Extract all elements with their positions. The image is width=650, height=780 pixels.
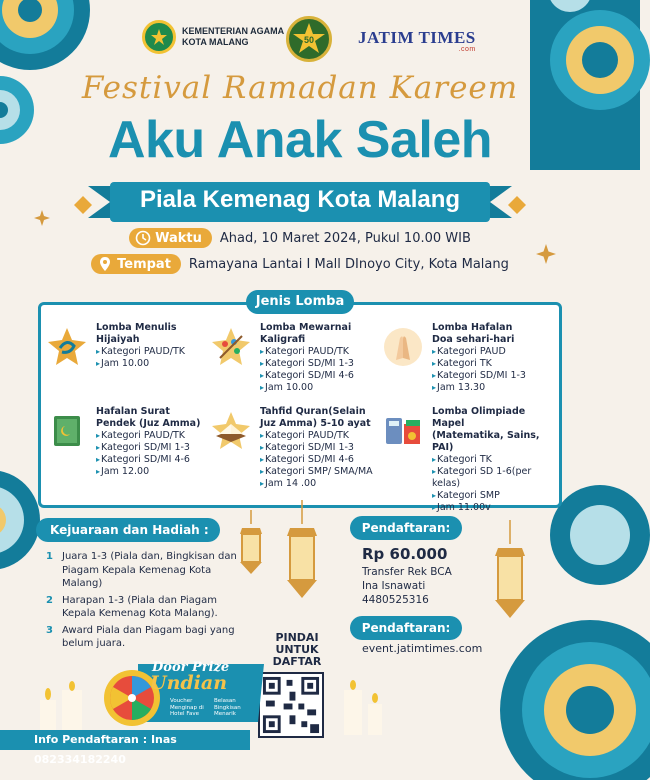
door-prize-undian: Undian [150,672,228,694]
lomba-name: Lomba Hafalan [432,322,513,333]
lomba-category: ▸ Kategori SMP [432,490,557,502]
lomba-time: ▸ Jam 12.00 [96,466,200,478]
tempat-label: Tempat [117,256,171,272]
calculator-books-icon [382,410,424,452]
candle-ornament-icon [338,680,388,735]
quran-book-icon [46,410,88,452]
lantern-ornament-icon [490,520,530,630]
lomba-category: ▸ Kategori SD/MI 1-3 [432,370,526,382]
lomba-category: ▸ Kategori PAUD/TK [260,346,354,358]
tempat-row [0,254,600,274]
lomba-category: ▸ Kategori PAUD [432,346,526,358]
lomba-time: ▸ Jam 11.00v [432,502,557,514]
bank-line: 4480525316 [362,594,429,606]
footer-info: Info Pendaftaran : Inas 082334182240 [0,730,250,750]
lomba-category: ▸ Kategori PAUD/TK [96,346,185,358]
kemenag-emblem-icon [142,20,176,54]
bank-line: Transfer Rek BCA [362,566,452,578]
tempat-pill [91,254,181,274]
kemenag-line1: KEMENTERIAN AGAMA [182,26,285,36]
kejuaraan-list [46,550,246,654]
lantern-ornament-icon [282,500,322,610]
location-pin-icon [97,256,113,272]
waktu-label: Waktu [155,230,202,246]
jatimtimes-suffix: .com [458,46,476,53]
lomba-name: Lomba Mewarnai [260,322,352,333]
lomba-name: Hijaiyah [96,334,140,345]
lomba-time: ▸ Jam 10.00 [260,382,354,394]
lomba-category: ▸ Kategori SD/MI 1-3 [260,358,354,370]
waktu-value: Ahad, 10 Maret 2024, Pukul 10.00 WIB [219,230,471,246]
list-text: Juara 1-3 (Piala dan, Bingkisan dan Piagam Kepala Kemenag Kota Malang) [62,551,237,589]
jenis-lomba-heading: Jenis Lomba [246,290,354,314]
pendaftaran-heading: Pendaftaran: [350,516,462,540]
waktu-pill [129,228,212,248]
list-item [46,550,246,591]
bank-details [362,565,452,607]
list-item [46,624,246,651]
waktu-row [0,228,600,248]
ribbon-title: Piala Kemenag Kota Malang [139,186,461,213]
scan-line: DAFTAR [272,655,322,668]
scan-line: UNTUK [275,643,319,656]
registration-website[interactable]: event.jatimtimes.com [362,642,483,655]
list-number: 3 [46,624,53,636]
lomba-category: ▸ Kategori SMP/ SMA/MA [260,466,373,478]
kemenag-logo [142,20,284,54]
lomba-category: ▸ Kategori SD/MI 4-6 [260,370,354,382]
lomba-time: ▸ Jam 13.30 [432,382,526,394]
badge-text: 50 [303,35,315,45]
lomba-name: Lomba Olimpiade Mapel [432,406,526,429]
list-number: 2 [46,594,53,606]
clock-icon [135,230,151,246]
kemenag-line2: KOTA MALANG [182,37,249,47]
door-prize-title: Door Prize [152,660,230,675]
door-prize-bullet: Voucher Menginap di Hotel Fave [170,698,204,717]
hijaiyah-letter-icon [46,326,88,368]
lomba-category: ▸ Kategori SD 1-6(per kelas) [432,466,557,490]
list-number: 1 [46,551,53,562]
lomba-name: Lomba Menulis [96,322,177,333]
list-text: Award Piala dan Piagam bagi yang belum juara. [62,624,235,649]
lomba-name: Pendek (Juz Amma) [96,418,201,429]
jatimtimes-logo [358,28,476,53]
lomba-category: ▸ Kategori TK [432,358,526,370]
praying-hands-icon [382,326,424,368]
lomba-category: ▸ Kategori TK [432,454,557,466]
lomba-time: ▸ Jam 14 .00 [260,478,373,490]
festival-subtitle: Festival Ramadan Kareem [81,70,519,106]
lomba-name: Kaligrafi [260,334,306,345]
pendaftaran-heading: Pendaftaran: [350,616,462,640]
registration-price: Rp 60.000 [362,545,448,563]
lomba-category: ▸ Kategori SD/MI 1-3 [260,442,373,454]
scan-label [258,632,336,668]
lomba-category: ▸ Kategori PAUD/TK [96,430,200,442]
list-item [46,594,246,621]
lomba-name: (Matematika, Sains, PAI) [432,430,540,453]
paint-palette-icon [210,326,252,368]
list-text: Harapan 1-3 (Piala dan Piagam Kepala Kemenag Kota Malang). [62,594,218,619]
jatimtimes-text: JATIM TIMES [358,28,476,47]
anniversary-badge-icon [286,16,332,62]
lomba-name: Juz Amma) 5-10 ayat [260,418,371,429]
open-quran-stand-icon [210,410,252,452]
lomba-name: Hafalan Surat [96,406,170,417]
lomba-category: ▸ Kategori SD/MI 1-3 [96,442,200,454]
mandala-ornament-icon [460,580,650,780]
bank-line: Ina Isnawati [362,580,426,592]
lomba-time: ▸ Jam 10.00 [96,358,185,370]
main-title: Aku Anak Saleh [107,111,493,169]
kejuaraan-heading: Kejuaraan dan Hadiah : [36,518,220,542]
lomba-name: Doa sehari-hari [432,334,515,345]
header-logos [0,16,600,64]
lomba-category: ▸ Kategori SD/MI 4-6 [96,454,200,466]
door-prize-bullet: Belasan Bingkisan Menarik [214,698,241,717]
lomba-category: ▸ Kategori PAUD/TK [260,430,373,442]
tempat-value: Ramayana Lantai I Mall DInoyo City, Kota Malang [188,256,509,272]
candle-ornament-icon [36,684,90,734]
lomba-category: ▸ Kategori SD/MI 4-6 [260,454,373,466]
scan-line: PINDAI [275,631,319,644]
lomba-name: Tahfid Quran(Selain [260,406,366,417]
